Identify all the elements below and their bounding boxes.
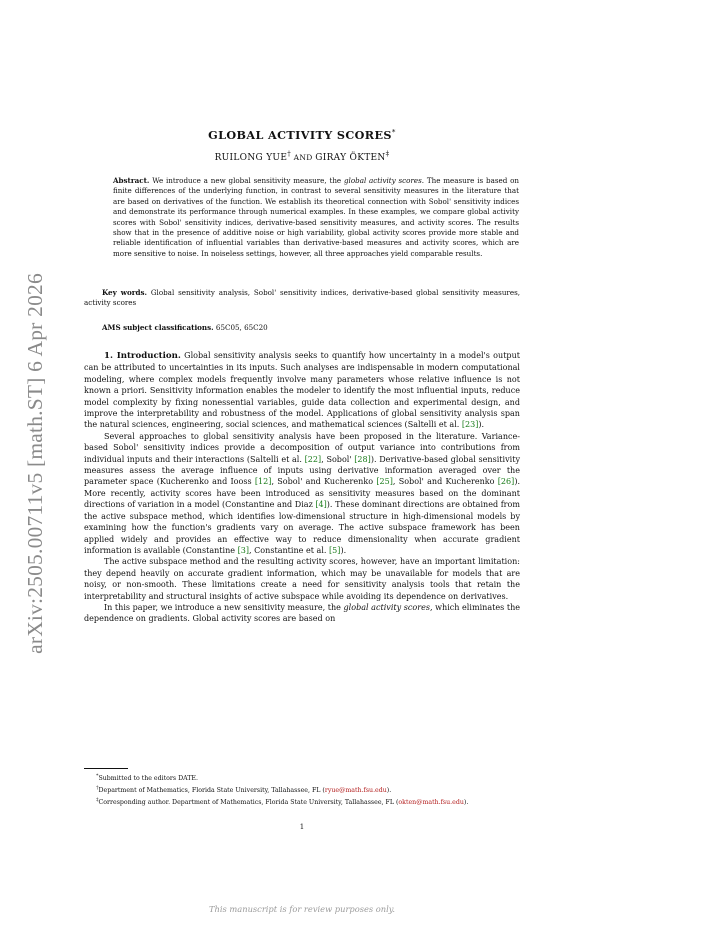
paragraph: Several approaches to global sensitivity analysis have been proposed in the literature. Variance-based Sobol' sensitivity indices provide a decomposition of output variance into contributions from individual inputs and their interactions (Saltelli et al. [22], Sobol' [28]). Derivative-based global sensitivity measures assess the average influence of inputs using derivative information averaged over the parameter space (Kucherenko and Iooss [12], Sobol' and Kucherenko [25], Sobol' and Kucherenko [26]). More recently, activity scores have been introduced as sensitivity measures based on the dominant directions of variation in a model (Constantine and Diaz [4]). These dominant directions are obtained from the active subspace method, which identifies low-dimensional structure in high-dimensional models by examining how the function's gradients vary on average. The active subspace framework has been applied widely and provides an effective way to reduce dimensionality when accurate gradient information is available (Constantine [3], Constantine et al. [5]). [84, 431, 521, 555]
citation-link[interactable]: [12] [254, 477, 272, 487]
author-name: RUILONG YUE [214, 153, 288, 163]
author-footnote-mark: † [287, 150, 291, 158]
ams-classifications: AMS subject classifications. 65C05, 65C20 [102, 323, 268, 332]
arxiv-identifier-stamp [12, 248, 58, 678]
footnote: †Department of Mathematics, Florida State University, Tallahassee, FL (ryue@math.fsu.edu). [96, 784, 392, 794]
citation-link[interactable]: [26] [497, 477, 515, 487]
citation-link[interactable]: [22] [304, 454, 322, 464]
introduction-section [84, 350, 520, 625]
abstract-heading: Abstract. [113, 176, 150, 185]
footnotes [84, 772, 520, 807]
keywords: Key words. Global sensitivity analysis, Sobol' sensitivity indices, derivative-based global sensitivity measures, activity scores [84, 288, 521, 308]
arxiv-identifier: arXiv:2505.00711v5 [math.ST] 6 Apr 2026 [22, 272, 47, 654]
email-link[interactable]: okten@math.fsu.edu [398, 798, 464, 806]
abstract: Abstract. We introduce a new global sensitivity measure, the global activity scores. The measure is based on finite differences of the underlying function, in contrast to several sensitivity measures in the literature that are based on derivatives of the function. We establish its theoretical connection with Sobol' sensitivity indices and demonstrate its performance through numerical examples. In these examples, we compare global activity scores with Sobol' sensitivity indices, derivative-based sensitivity measures, and activity scores. The results show that in the presence of additive noise or high variability, global activity scores provide more stable and reliable identification of influential variables than derivative-based measures and activity scores, which are more sensitive to noise. In noiseless settings, however, all three approaches yield comparable results. [113, 176, 519, 258]
author-footnote-mark: ‡ [385, 150, 390, 158]
keywords-heading: Key words. [102, 288, 147, 297]
email-link[interactable]: ryue@math.fsu.edu [324, 786, 387, 794]
citation-link[interactable]: [23] [461, 420, 479, 430]
paragraph: 1. Introduction. Global sensitivity analysis seeks to quantify how uncertainty in a model's output can be attributed to uncertainties in its inputs. Such analyses are indispensable in modern computational modeling, where complex models frequently involve many parameters whose relative influence is not known a priori. Sensitivity information enables the modeler to identify the most influential inputs, reduce model complexity by fixing nonessential variables, guide data collection and experimental design, and improve the interpretability and robustness of the model. Applications of global sensitivity analysis span the natural sciences, engineering, social sciences, and mathematical sciences (Saltelli et al. [23]). [84, 351, 520, 430]
title-footnote-mark: * [391, 128, 396, 137]
citation-link[interactable]: [5] [329, 545, 341, 555]
footnote-rule [84, 768, 128, 769]
citation-link[interactable]: [28] [354, 454, 371, 464]
footnote: *Submitted to the editors DATE. [96, 773, 198, 783]
paragraph: In this paper, we introduce a new sensitivity measure, the global activity scores, which eliminates the dependence on gradients. Global activity scores are based on [84, 602, 521, 624]
citation-link[interactable]: [4] [315, 500, 327, 510]
paper-title: GLOBAL ACTIVITY SCORES* [208, 128, 396, 142]
footnote: ‡Corresponding author. Department of Mathematics, Florida State University, Tallahassee, FL (okten@math.fsu.edu). [96, 796, 469, 806]
citation-link[interactable]: [3] [237, 545, 250, 555]
page-number: 1 [299, 823, 305, 831]
author-line [84, 150, 520, 163]
ams-heading: AMS subject classifications. [102, 323, 214, 332]
section-heading: 1. Introduction. [104, 351, 181, 361]
paragraph: The active subspace method and the resulting activity scores, however, have an important limitation: they depend heavily on accurate gradient information, which may be unavailable for models that are noisy, or non-smooth. These limitations create a need for sensitivity analysis tools that retain the interpretability and structural insights of active subspace while avoiding its dependence on derivatives. [84, 557, 520, 601]
review-notice: This manuscript is for review purposes only. [208, 904, 396, 914]
author-separator: AND [291, 153, 316, 162]
citation-link[interactable]: [25] [376, 477, 393, 487]
author-name: GIRAY ÖKTEN [315, 153, 386, 163]
